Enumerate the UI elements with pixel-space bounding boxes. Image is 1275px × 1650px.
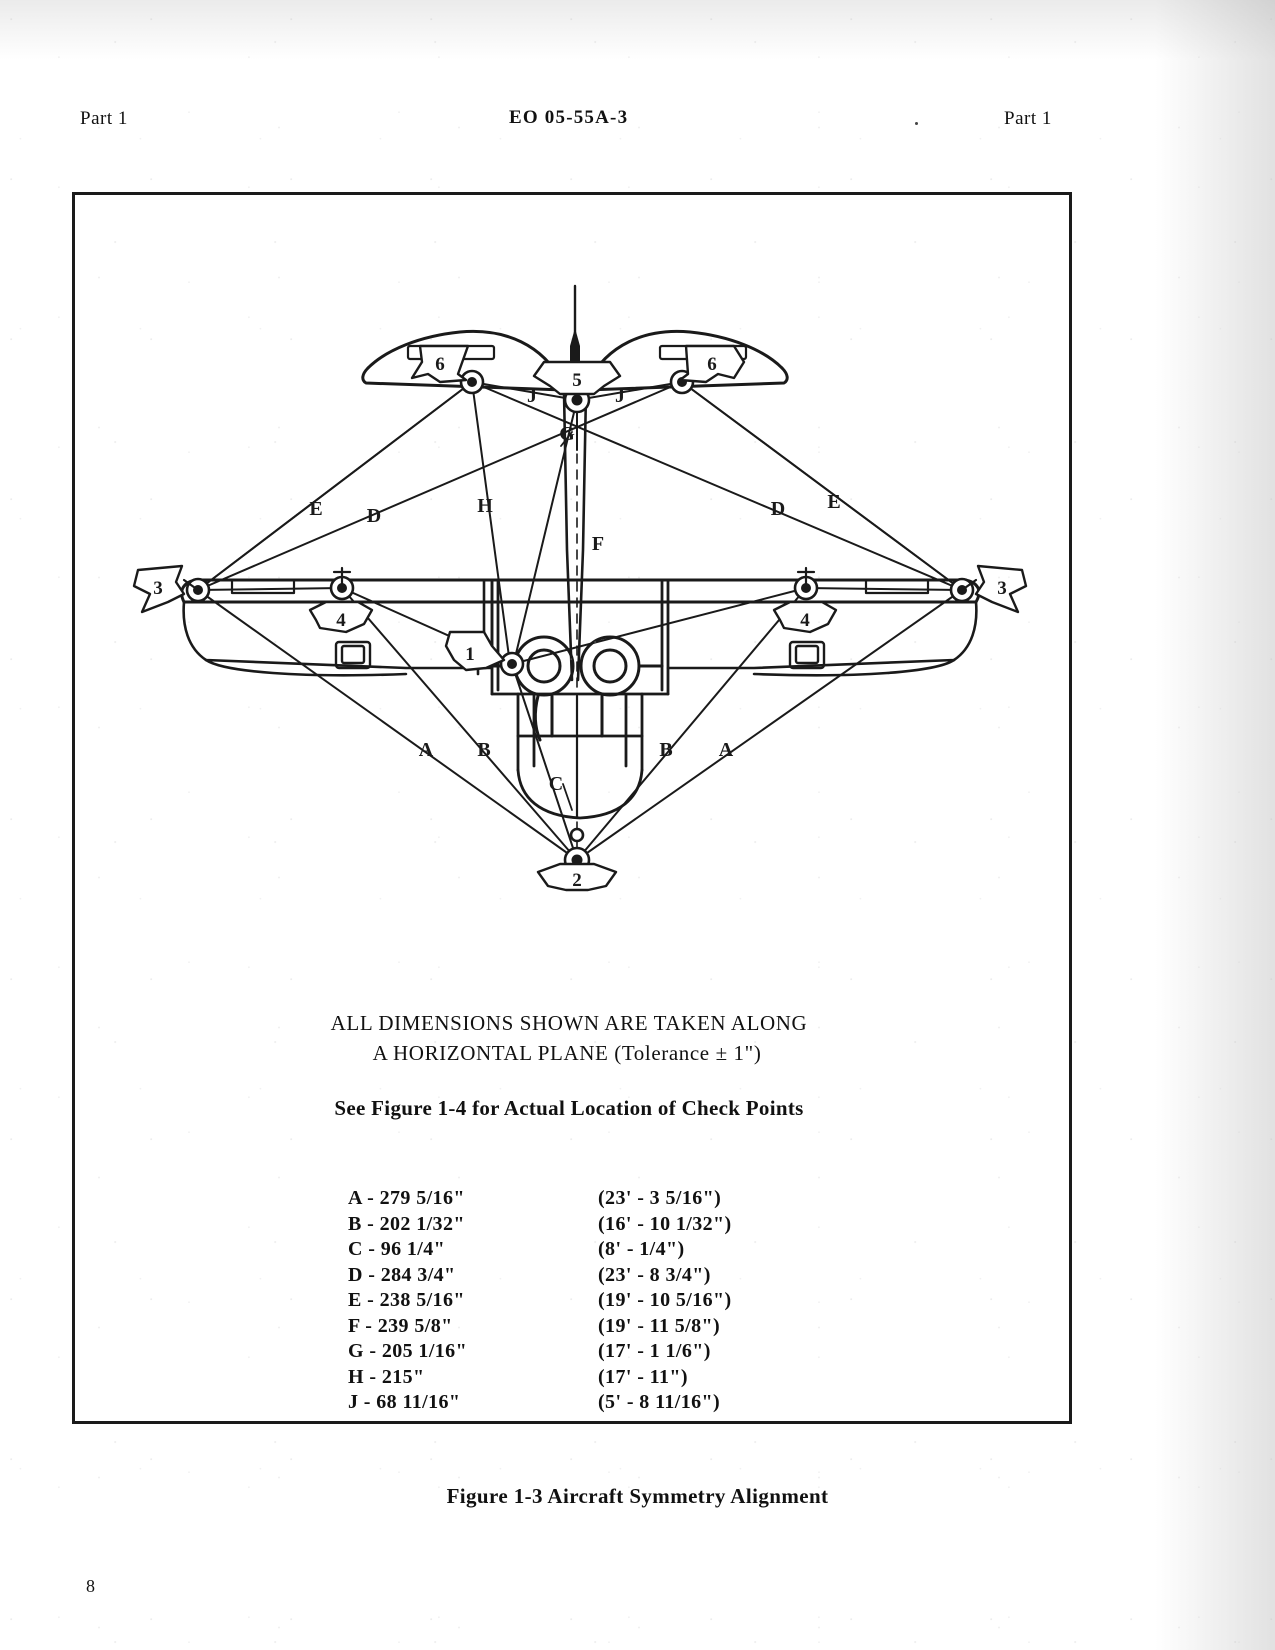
dim-letter-G: G: [559, 423, 575, 445]
dim-letter-H: H: [477, 495, 493, 517]
flag-6-left-label: 6: [435, 354, 445, 375]
dimension-inches: A - 279 5/16": [348, 1187, 465, 1209]
dimension-inches: F - 239 5/8": [348, 1314, 453, 1337]
flag-4-right-label: 4: [800, 610, 810, 631]
dimension-inches: H - 215": [348, 1365, 425, 1388]
aircraft-symmetry-diagram: [120, 250, 1040, 900]
dimension-table: [348, 1186, 732, 1416]
dimension-feet: (23' - 8 3/4"): [598, 1263, 711, 1286]
dimension-inches: B - 202 1/32": [348, 1212, 465, 1235]
header-stray-mark: [915, 122, 918, 125]
dim-letter-D-left: D: [366, 505, 382, 527]
figure-notes: [72, 1008, 1072, 1121]
table-row: [348, 1390, 732, 1416]
flag-5-label: 5: [572, 370, 582, 391]
dimension-feet: (17' - 1 1/6"): [598, 1340, 711, 1362]
flag-3-right-label: 3: [997, 578, 1007, 599]
dim-letter-E-right: E: [827, 491, 841, 513]
note-line-1: ALL DIMENSIONS SHOWN ARE TAKEN ALONG: [330, 1011, 808, 1035]
page-top-shading: [0, 0, 1275, 60]
dimension-feet: (16' - 10 1/32"): [598, 1212, 732, 1235]
table-row: [348, 1186, 732, 1212]
dim-letter-A-right: A: [718, 739, 734, 761]
dimension-feet: (19' - 11 5/8"): [598, 1314, 721, 1337]
note-line-2: A HORIZONTAL PLANE (Tolerance ± 1"): [372, 1041, 762, 1065]
page-number: 8: [86, 1576, 95, 1596]
flag-1-label: 1: [465, 644, 475, 665]
header-right-part: Part 1: [1004, 108, 1052, 129]
figure-caption: Figure 1-3 Aircraft Symmetry Alignment: [446, 1484, 829, 1508]
dim-letter-A-left: A: [418, 739, 434, 761]
dim-letter-B-left: B: [477, 739, 491, 761]
table-row: [348, 1263, 732, 1289]
flag-4-left-label: 4: [336, 610, 346, 631]
dimension-feet: (19' - 10 5/16"): [598, 1289, 732, 1311]
dim-letter-J-left: J: [527, 385, 537, 407]
table-row: [348, 1365, 732, 1391]
dimension-inches: D - 284 3/4": [348, 1263, 456, 1286]
dim-letter-C: C: [548, 773, 564, 795]
header-document-number: EO 05-55A-3: [509, 107, 629, 128]
page-right-shading: [1155, 0, 1275, 1650]
flag-6-right-label: 6: [707, 354, 717, 375]
dim-letter-E-left: E: [309, 498, 323, 520]
table-row: [348, 1237, 732, 1263]
table-row: [348, 1288, 732, 1314]
dim-letter-J-right: J: [615, 385, 625, 407]
dimension-feet: (5' - 8 11/16"): [598, 1391, 721, 1413]
dimension-inches: G - 205 1/16": [348, 1340, 468, 1362]
header-left-part: Part 1: [80, 108, 128, 129]
dimension-feet: (23' - 3 5/16"): [598, 1187, 722, 1209]
dimension-inches: J - 68 11/16": [348, 1391, 461, 1413]
table-row: [348, 1212, 732, 1238]
table-row: [348, 1314, 732, 1340]
see-figure-note: See Figure 1-4 for Actual Location of Check Points: [334, 1096, 804, 1120]
flag-2-label: 2: [572, 870, 582, 891]
dim-letter-F: F: [591, 533, 605, 555]
dimension-feet: (17' - 11"): [598, 1365, 688, 1388]
dimension-inches: E - 238 5/16": [348, 1289, 465, 1311]
table-row: [348, 1339, 732, 1365]
dim-letter-B-right: B: [659, 739, 673, 761]
flag-3-left-label: 3: [153, 578, 163, 599]
dim-letter-D-right: D: [770, 498, 786, 520]
dimension-feet: (8' - 1/4"): [598, 1238, 685, 1260]
dimension-inches: C - 96 1/4": [348, 1238, 446, 1260]
